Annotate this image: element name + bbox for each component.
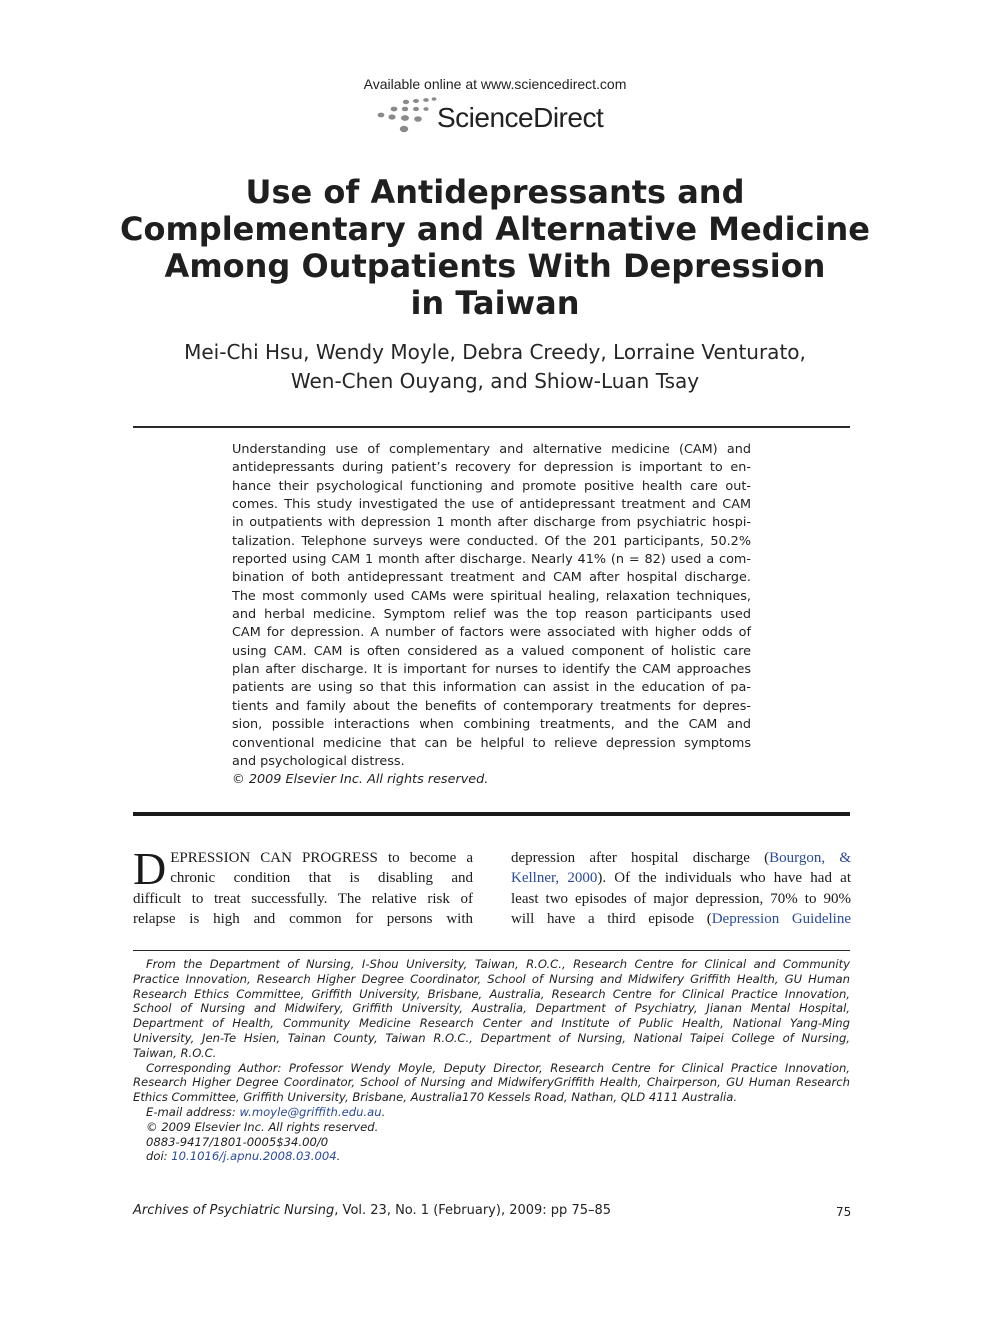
email-line: E-mail address: w.moyle@griffith.edu.au. bbox=[146, 1104, 386, 1119]
abstract-copyright: © 2009 Elsevier Inc. All rights reserved. bbox=[232, 772, 489, 788]
body-line: chronic condition that is disabling and bbox=[170, 870, 473, 887]
journal-name: Archives of Psychiatric Nursing bbox=[133, 1203, 335, 1218]
abstract-line: antidepressants during patient’s recovery for depression is important to en- bbox=[232, 460, 751, 476]
lead-in-smallcaps: EPRESSION CAN PROGRESS bbox=[170, 850, 378, 866]
abstract-line: CAM for depression. A number of factors were associated with higher odds of bbox=[232, 625, 751, 641]
abstract-line: and psychological distress. bbox=[232, 753, 405, 769]
doi-label: doi: bbox=[146, 1149, 172, 1164]
corresponding-line: Research Higher Degree Coordinator, School of Nursing and MidwiferyGriffith Health, Chairperson, GU Human Research bbox=[133, 1075, 850, 1090]
drop-cap: D bbox=[133, 843, 167, 894]
journal-citation bbox=[133, 1203, 611, 1218]
body-column-right bbox=[511, 848, 851, 929]
abstract-line: tients and family about the benefits of contemporary treatments for depres- bbox=[232, 698, 751, 714]
author-list bbox=[95, 338, 895, 396]
body-text: depression after hospital discharge ( bbox=[511, 850, 770, 866]
abstract-line: hance their psychological functioning and promote positive health care out- bbox=[232, 478, 751, 494]
body-line: difficult to treat successfully. The relative risk of bbox=[133, 890, 473, 907]
sciencedirect-brand: ScienceDirect bbox=[437, 102, 604, 133]
affiliation-line: University, Jen-Te Hsien, Tainan County, Taiwan R.O.C., Department of Nursing, National Taipei College of Nursing, bbox=[133, 1030, 850, 1045]
author-line: Mei-Chi Hsu, Wendy Moyle, Debra Creedy, Lorraine Venturato, bbox=[184, 340, 806, 364]
body-line bbox=[511, 868, 851, 888]
author-line: Wen-Chen Ouyang, and Shiow-Luan Tsay bbox=[290, 369, 700, 393]
abstract-line: bination of both antidepressant treatment and CAM after hospital discharge. bbox=[232, 570, 751, 586]
title-line: in Taiwan bbox=[410, 284, 580, 322]
title-line: Complementary and Alternative Medicine bbox=[119, 210, 870, 248]
abstract-line: talization. Telephone surveys were conducted. Of the 201 participants, 50.2% bbox=[232, 533, 751, 549]
affiliation-line: Department of Health, Community Medicine Research Center and Institute of Public Health, National Yang-Ming bbox=[133, 1016, 850, 1031]
body-text: will have a third episode ( bbox=[511, 910, 712, 927]
citation-link-kellner[interactable]: Kellner, 2000 bbox=[511, 870, 598, 887]
abstract-line: The most commonly used CAMs were spiritual healing, relaxation techniques, bbox=[232, 588, 751, 604]
sciencedirect-dots-icon bbox=[376, 96, 438, 136]
abstract-line: plan after discharge. It is important for nurses to identify the CAM approaches bbox=[232, 662, 751, 678]
affiliation-line: From the Department of Nursing, I-Shou University, Taiwan, R.O.C., Research Centre for Clinical and Community bbox=[146, 957, 850, 971]
abstract-line: Understanding use of complementary and alternative medicine (CAM) and bbox=[232, 442, 751, 457]
doi-line: doi: 10.1016/j.apnu.2008.03.004. bbox=[146, 1149, 341, 1164]
abstract-line: comes. This study investigated the use of antidepressant treatment and CAM bbox=[232, 497, 751, 513]
email-link[interactable]: w.moyle@griffith.edu.au bbox=[239, 1104, 382, 1119]
abstract-line: reported using CAM 1 month after discharge. Nearly 41% (n = 82) used a com- bbox=[232, 552, 751, 568]
abstract-line: patients are using so that this information can assist in the education of pa- bbox=[232, 680, 751, 696]
corresponding-line: Corresponding Author: Professor Wendy Moyle, Deputy Director, Research Centre for Clinical Practice Innovation, bbox=[146, 1060, 850, 1075]
abstract bbox=[232, 441, 751, 790]
abstract-line: sion, possible interactions when combining treatments, and the CAM and bbox=[232, 717, 751, 733]
email-label: E-mail address: bbox=[146, 1104, 240, 1119]
abstract-top-rule bbox=[133, 426, 850, 428]
affiliation-line: Taiwan, R.O.C. bbox=[133, 1045, 217, 1060]
issn-line: 0883-9417/1801-0005$34.00/0 bbox=[146, 1134, 329, 1149]
body-line: least two episodes of major depression, 70% to 90% bbox=[511, 890, 851, 907]
available-online-text: Available online at www.sciencedirect.com bbox=[363, 76, 627, 92]
sciencedirect-logo[interactable] bbox=[376, 96, 636, 140]
citation-link-depression-guideline[interactable]: Depression Guideline bbox=[711, 910, 851, 927]
abstract-line: in outpatients with depression 1 month after discharge from psychiatric hospi- bbox=[232, 515, 751, 531]
abstract-line: conventional medicine that can be helpful to relieve depression symptoms bbox=[232, 735, 751, 751]
doi-link[interactable]: 10.1016/j.apnu.2008.03.004 bbox=[171, 1149, 337, 1164]
affiliation-line: Research Ethics Committee, Griffith University, Brisbane, Australia, Research Centre for Clinical Practice Innovation, bbox=[133, 986, 850, 1001]
affiliation-line: School of Nursing and Midwifery, Griffith University, Australia, Department of Psychiatry, Jianan Mental Hospital, bbox=[133, 1001, 850, 1016]
body-line bbox=[511, 909, 851, 929]
abstract-line: using CAM. CAM is often considered as a valued component of holistic care bbox=[232, 643, 751, 659]
citation-link-bourgon[interactable]: Bourgon, & bbox=[769, 850, 851, 866]
body-line bbox=[511, 848, 851, 868]
footnotes bbox=[133, 957, 850, 1164]
journal-volume-info: , Vol. 23, No. 1 (February), 2009: pp 75–85 bbox=[334, 1203, 612, 1218]
footnote-rule bbox=[133, 950, 850, 951]
article-title bbox=[95, 174, 895, 322]
corresponding-line: Ethics Committee, Griffith University, Brisbane, Australia170 Kessels Road, Nathan, QLD 4111 Australia. bbox=[133, 1090, 738, 1105]
body-text: ). Of the individuals who have had at bbox=[597, 870, 851, 887]
affiliation-line: Practice Innovation, Research Higher Degree Coordinator, School of Nursing and Midwifery Griffith Health, GU Human bbox=[133, 971, 850, 986]
body-line bbox=[133, 848, 473, 868]
body-text: to become a bbox=[377, 850, 473, 866]
page-number: 75 bbox=[836, 1205, 852, 1219]
abstract-bottom-rule bbox=[133, 812, 850, 816]
abstract-line: and herbal medicine. Symptom relief was the top reason participants used bbox=[232, 607, 751, 623]
footnote-copyright: © 2009 Elsevier Inc. All rights reserved. bbox=[146, 1119, 379, 1134]
body-column-left bbox=[133, 843, 473, 929]
title-line: Among Outpatients With Depression bbox=[164, 247, 826, 285]
body-line: relapse is high and common for persons with bbox=[133, 910, 473, 927]
title-line: Use of Antidepressants and bbox=[245, 173, 745, 211]
